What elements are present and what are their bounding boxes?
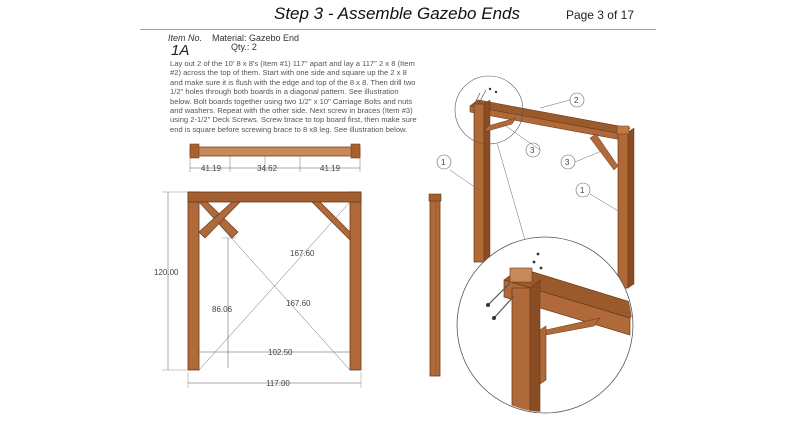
isometric-drawing	[437, 76, 640, 428]
dim-height: 120.00	[154, 268, 179, 277]
item-no-label: Item No.	[168, 33, 203, 43]
page-title: Step 3 - Assemble Gazebo Ends	[273, 4, 520, 23]
material-value: Gazebo End	[249, 33, 300, 43]
callout-leg: 1	[441, 158, 446, 167]
qty-label: Qty.:	[231, 42, 250, 52]
dim-inner-width: 102.50	[268, 348, 293, 357]
page-number: Page 3 of 17	[565, 8, 634, 22]
dim-top-left: 41.19	[201, 164, 222, 173]
callout-leg-right: 1	[580, 186, 585, 195]
front-view-drawing	[162, 192, 361, 388]
callout-top-board: 2	[574, 96, 579, 105]
callout-brace-left: 3	[530, 146, 535, 155]
dim-top-mid: 34.62	[257, 164, 278, 173]
material-label: Material:	[212, 33, 247, 43]
step-code: 1A	[171, 42, 190, 59]
dim-diagonal-lower: 167.60	[286, 299, 311, 308]
callout-brace-right: 3	[565, 158, 570, 167]
qty-value: 2	[251, 42, 257, 52]
dim-inner-height: 86.06	[212, 305, 233, 314]
dim-top-right: 41.19	[320, 164, 341, 173]
side-view-drawing	[429, 194, 441, 376]
dim-overall-width: 117.00	[266, 379, 290, 388]
dim-diagonal-upper: 167.60	[290, 249, 315, 258]
instructions-text: Lay out 2 of the 10' 8 x 8's (Item #1) 117" apart and lay a 117" 2 x 8 (Item #2) across the top of them. Start with one side and square up the 2 x 8 and make sure it is flush with the edge and top of the 8 x 8. Then drill two 1/2" holes through both boards in a diagonal pattern. See illustration below. Bolt boards together using two 1/2" x 10" Carriage Bolts and nuts and washers. Repeat with the other side. Next screw in braces (Item #3) using 2-1/2" Deck Screws. Screw brace to top board first, then make sure end is square before screwing brace to 8 x8 leg. See illustration below.	[170, 59, 417, 134]
